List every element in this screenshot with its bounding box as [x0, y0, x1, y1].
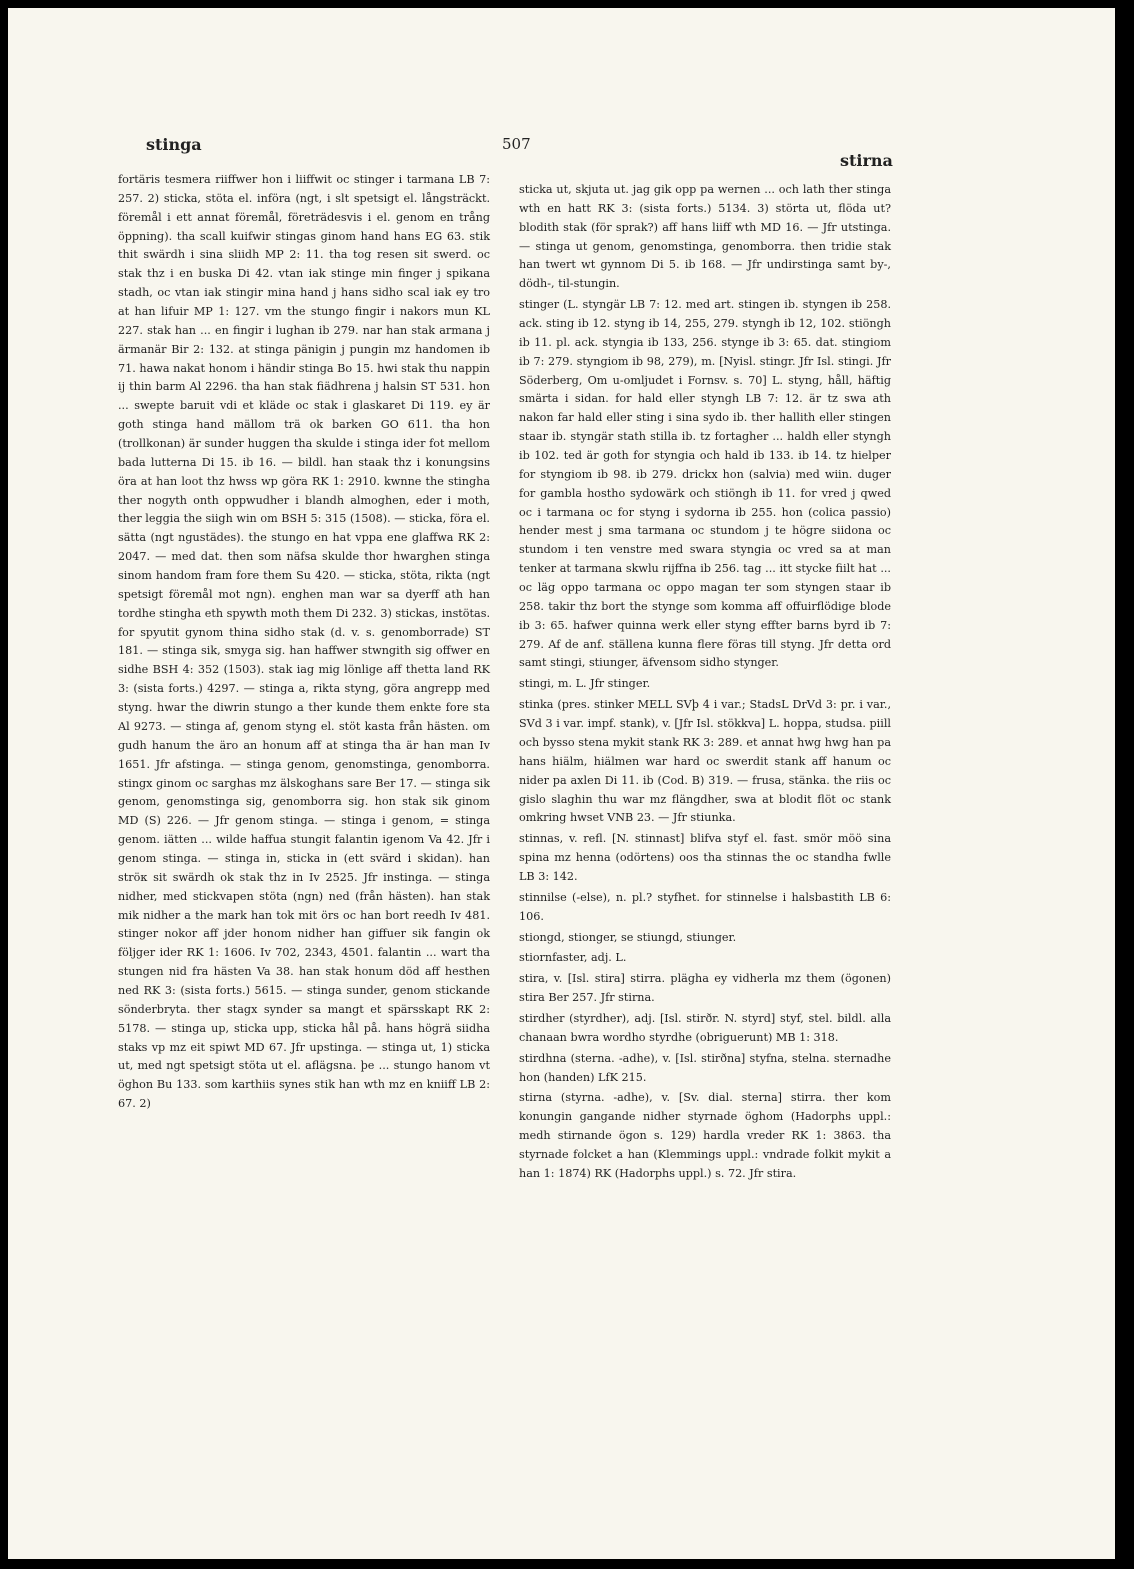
entry-stinka: stinka (pres. stinker MELL SVþ 4 i var.; StadsL DrVd 3: pr. i var., SVd 3 i var. impf. stank), v. [Jfr Isl. stökkva] L. hoppa, studsa. piill och bysso stena mykit stank RK 3: 289. et annat hwg hwg han pa hans hiälm, hiälmen war hard oc swerdit stank aff hanum oc nider pa axlen Di 11. ib (Cod. B) 319. — frusa, stänka. the riis oc gislo slaghin thu war mz flängdher, swa at blodit flöt oc stank omkring hwset VNB 23. — Jfr stiunka. [519, 698, 891, 825]
entry-stirdher: stirdher (styrdher), adj. [Isl. stirðr. N. styrd] styf, stel. bildl. alla chanaan bwra wordho styrdhe (obriguerunt) MB 1: 318. [519, 1011, 891, 1044]
dictionary-page [8, 8, 1115, 1559]
entry-stinnas: stinnas, v. refl. [N. stinnast] blifva styf el. fast. smör möö sina spina mz henna (odörtens) oos tha stinnas the oc standha fwlle LB 3: 142. [519, 832, 891, 883]
entry-text: sticka ut, skjuta ut. jag gik opp pa wernen ... och lath ther stinga wth en hatt RK 3: (sista forts.) 5134. 3) störta ut, flöda ut? blodith stak (för sprak?) aff hans liiff wth MD 16. — Jfr utstinga. — stinga ut genom, genomstinga, genomborra. then tridie stak han twert wt gynnom Di 5. ib 168. — Jfr undirstinga samt by-, dödh-, til-stungin. [519, 183, 891, 291]
page-number: 507 [502, 135, 531, 153]
entry-stinger: stinger (L. styngär LB 7: 12. med art. stingen ib. styngen ib 258. ack. sting ib 12. styng ib 14, 255, 279. styngh ib 12, 102. stiöngh ib 11. pl. ack. styngia ib 133, 256. stynge ib 3: 65. dat. stingiom ib 7: 279. styngiom ib 98, 279), m. [Nyisl. stingr. Jfr Isl. stingi. Jfr Söderberg, Om u-omljudet i Fornsv. s. 70] L. styng, håll, häftig smärta i sidan. for hald eller styngh LB 7: 12. är tz swa ath nakon far hald eller sting i sina sydo ib. ther hallith eller stingen staar ib. styngär stath stilla ib. tz fortagher ... haldh eller styngh ib 102. ted är goth for styngia och hald ib 133. ib 14. tz hielper for styngiom ib 98. ib 279. drickx hon (salvia) med wiin. duger for gambla hostho sydowärk och stiöngh ib 11. for vred j qwed oc i tarmana oc for styng i sydorna ib 255. hon (colica passio) hender mest j sma tarmana oc stundom j te högre siidona oc stundom i ten venstre med swara styngia oc vred sa at man tenker at tarmana skwlu rijffna ib 256. tag ... itt stycke fiilt hat ... oc läg oppo tarmana oc oppo magan ter som styngen staar ib 258. takir thz bort the stynge som komma aff offuirflödige blode ib 3: 65. hafwer quinna werk eller styng effter barns byrd ib 7: 279. Af de anf. ställena kunna flere föras till styng. Jfr detta ord samt stingi, stiunger, äfvensom sidho stynger. [519, 298, 891, 670]
entry-stiongd: stiongd, stionger, se stiungd, stiunger. [519, 930, 737, 944]
running-head-right: stirna [840, 151, 893, 170]
entry-stira: stira, v. [Isl. stira] stirra. plägha ey vidherla mz them (ögonen) stira Ber 257. Jfr stirna. [519, 972, 891, 1005]
right-column [519, 181, 891, 1186]
running-head-left: stinga [146, 135, 202, 154]
entry-stirdhna: stirdhna (sterna. -adhe), v. [Isl. stirðna] styfna, stelna. sternadhe hon (handen) LfK 215. [519, 1051, 891, 1084]
entry-text: fortäris tesmera riiffwer hon i liiffwit oc stinger i tarmana LB 7: 257. 2) sticka, stöta el. införa (ngt, i slt spetsigt el. långsträckt. föremål i ett annat föremål, företrädesvis i el. genom en trång öppning). tha scall kuifwir stingas ginom hand hans EG 63. stik thit swärdh i sina sliidh MP 2: 11. tha tog resen sit swerd. oc stak thz i en buska Di 42. vtan iak stinge min finger j spikana stadh, oc vtan iak stingir mina hand j hans sidho scal iak ey tro at han lifuir MP 1: 127. vm the stungo fingir i nakors mun KL 227. stak han ... en fingir i lughan ib 279. nar han stak armana j ärmanär Bir 2: 132. at stinga pänigin j pungin mz handomen ib 71. hawa nakat honom i händir stinga Bo 15. hwi stak thu nappin ij thin barm Al 2296. tha han stak fiädhrena j halsin ST 531. hon ... swepte baruit vdi et kläde oc stak i glaskaret Di 119. ey är goth stinga hand mällom trä ok barken GO 611. tha hon (trollkonan) är sunder huggen tha skulde i stinga ider fot mellom bada lutterna Di 15. ib 16. — bildl. han staak thz i konungsins öra at han loot thz hwss wp göra RK 1: 2910. kwnne the stingha ther nogyth onth oppwudher i blandh almoghen, eder i moth, ther leggia the siigh win om BSH 5: 315 (1508). — sticka, föra el. sätta (ngt ngustädes). the stungo en hat vppa ene glaffwa RK 2: 2047. — med dat. then som näfsa skulde thor hwarghen stinga sinom handom fram fore them Su 420. — sticka, stöta, rikta (ngt spetsigt föremål mot ngn). enghen man war sa dyerff ath han tordhe stingha eth spywth moth them Di 232. 3) stickas, instötas. for spyutit gynom thina sidho stak (d. v. s. genomborrade) ST 181. — stinga sik, smyga sig. han haffwer stwngith sig offwer en sidhe BSH 4: 352 (1503). stak iag mig lönlige aff thetta land RK 3: (sista forts.) 4297. — stinga a, rikta styng, göra angrepp med styng. hwar the diwrin stungo a ther kunde them enkte fore sta Al 9273. — stinga af, genom styng el. stöt kasta från hästen. om gudh hanum the äro an honum aff at stinga tha är han man Iv 1651. Jfr afstinga. — stinga genom, genomstinga, genomborra. stingx ginom oc sarghas mz älskoghans sare Ber 17. — stinga sik genom, genomstinga sig, genomborra sig. hon stak sik ginom MD (S) 226. — Jfr genom stinga. — stinga i genom, = stinga genom. iätten ... wilde haffua stungit falantin igenom Va 42. Jfr i genom stinga. — stinga in, sticka in (ett svärd i skidan). han ströк sit swärdh ok stak thz in Iv 2525. Jfr instinga. — stinga nidher, med stickvapen stöta (ngn) ned (från hästen). han stak mik nidher a the mark han tok mit örs oc han bort reedh Iv 481. stinger nokor aff jder honom nidher han giffuer sik fangin ok följger ider RK 1: 1606. Iv 702, 2343, 4501. falantin ... wart tha stungen nid fra hästen Va 38. han stak honum död aff hesthen ned RK 3: (sista forts.) 5615. — stinga sunder, genom stickande sönderbryta. ther stagx synder sa mangt et spärsskapt RK 2: 5178. — stinga up, sticka upp, sticka hål på. hans högrä siidha staks vp mz eit spiwt MD 67. Jfr upstinga. — stinga ut, 1) sticka ut, med ngt spetsigt stöta ut el. aflägsna. þe ... stungo hanom vt öghon Bu 133. som karthiis synes stik han wth mz en kniiff LB 2: 67. 2) [118, 173, 490, 1111]
entry-stiornfaster: stiornfaster, adj. L. [519, 951, 627, 965]
left-column [118, 171, 490, 1114]
entry-stingi: stingi, m. L. Jfr stinger. [519, 677, 651, 691]
entry-stirna: stirna (styrna. -adhe), v. [Sv. dial. sterna] stirra. ther kom konungin gangande nidher styrnade öghom (Hadorphs uppl.: medh stirnande ögon s. 129) hardla vreder RK 1: 3863. tha styrnade folcket a han (Klemmings uppl.: vndrade folkit mykit a han 1: 1874) RK (Hadorphs uppl.) s. 72. Jfr stira. [519, 1091, 891, 1180]
entry-stinnilse: stinnilse (-else), n. pl.? styfhet. for stinnelse i halsbastith LB 6: 106. [519, 890, 891, 923]
